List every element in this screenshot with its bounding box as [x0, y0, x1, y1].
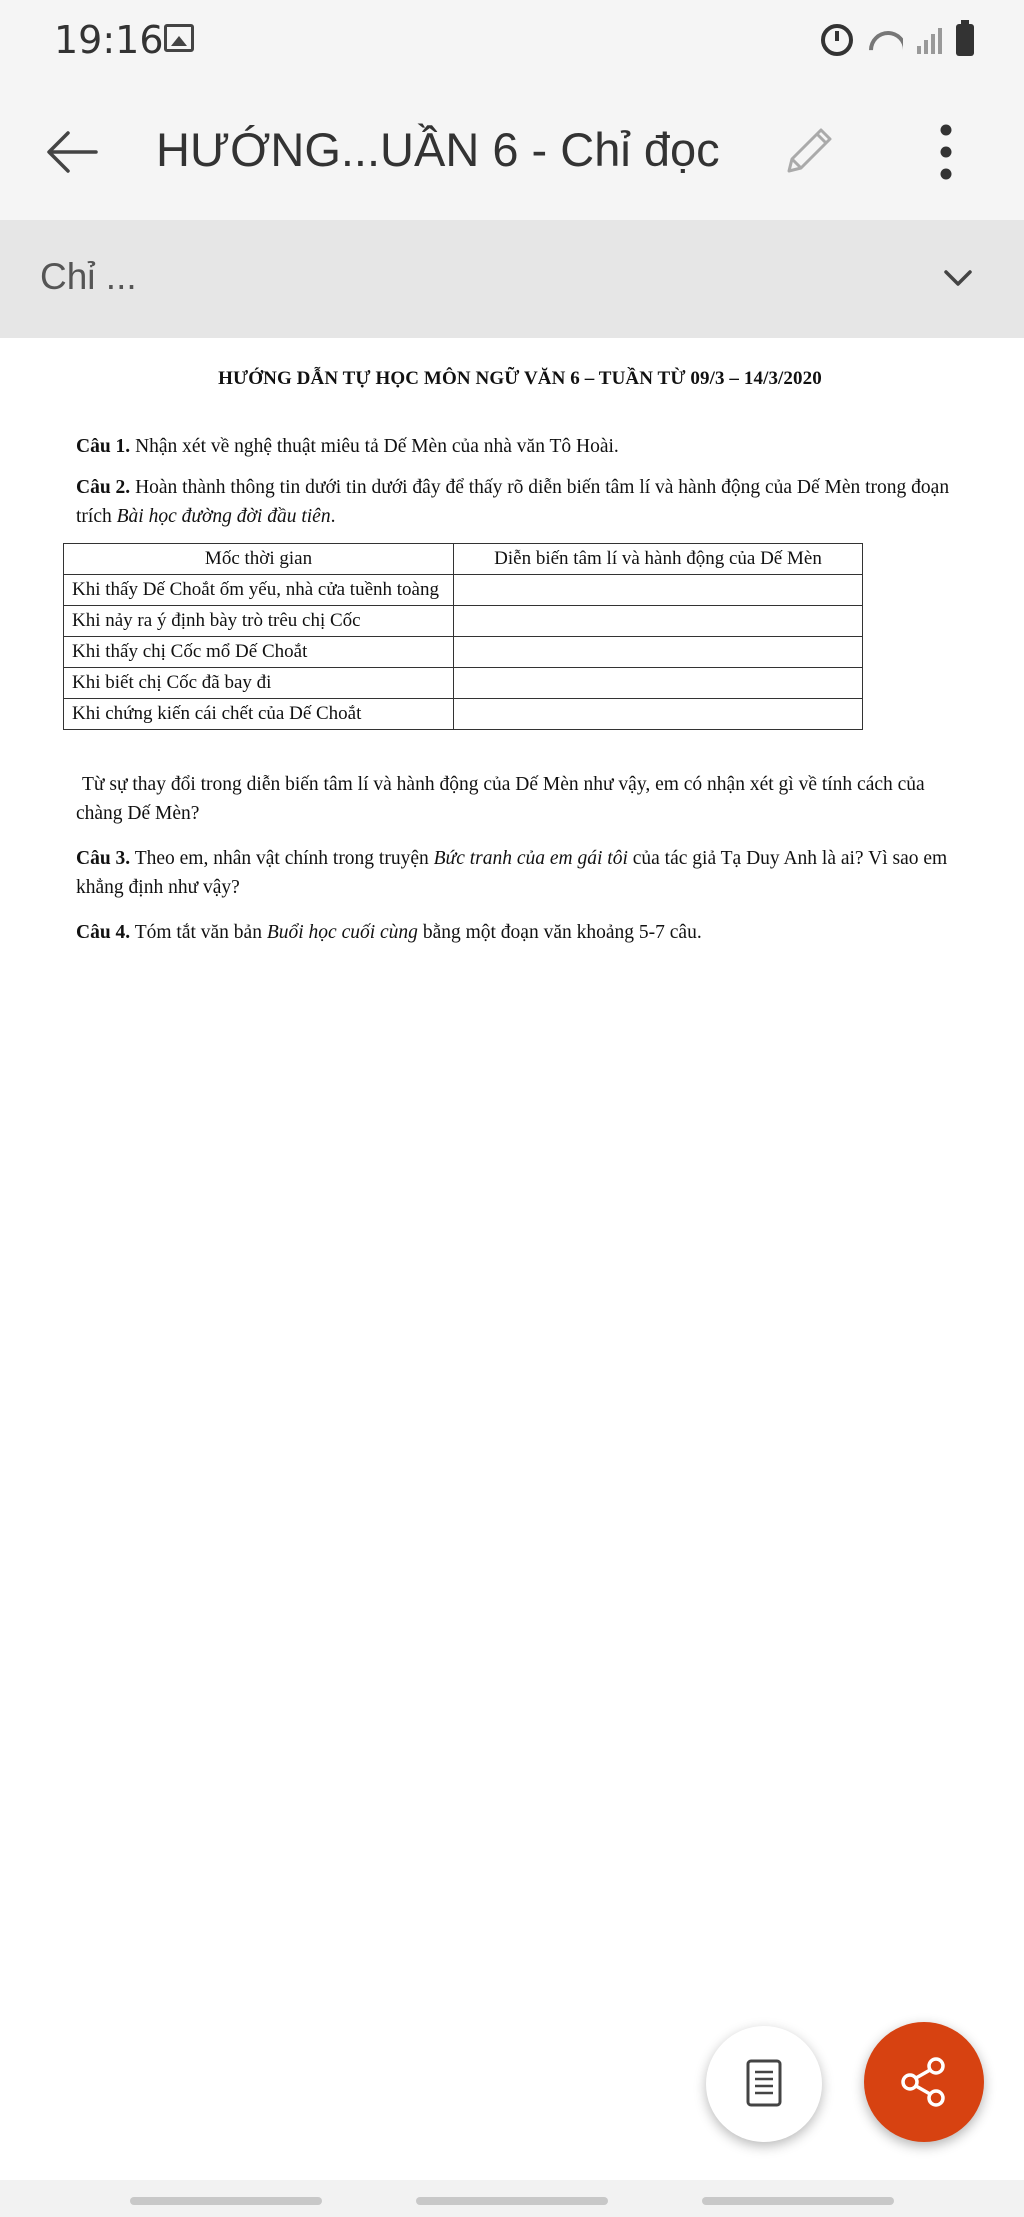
table-cell-development [454, 575, 863, 606]
back-button[interactable] [36, 116, 108, 188]
nav-back-button[interactable] [702, 2197, 894, 2205]
table-row [64, 668, 863, 699]
reflection-question: Từ sự thay đổi trong diễn biến tâm lí và hành động của Dế Mèn như vậy, em có nhận xét gì về tính cách của chàng Dế Mèn? [76, 774, 925, 824]
alarm-icon [821, 24, 853, 56]
more-vert-icon [936, 122, 956, 182]
system-navigation-bar [0, 2180, 1024, 2217]
signal-icon [917, 26, 942, 54]
battery-icon [956, 24, 974, 56]
table-cell-time: Khi nảy ra ý định bày trò trêu chị Cốc [64, 606, 454, 637]
table-cell-time: Khi thấy Dế Choắt ốm yếu, nhà cửa tuềnh toàng [64, 575, 454, 606]
table-row [64, 606, 863, 637]
table-header-development: Diễn biến tâm lí và hành động của Dế Mèn [454, 544, 863, 575]
question-1-text: Nhận xét về nghệ thuật miêu tả Dế Mèn của nhà văn Tô Hoài. [130, 436, 619, 457]
document-view-icon [744, 2058, 784, 2110]
question-4-title: Buổi học cuối cùng [266, 922, 418, 943]
status-bar [0, 0, 1024, 84]
table-row [64, 575, 863, 606]
nav-home-button[interactable] [416, 2197, 608, 2205]
question-4-label: Câu 4. [76, 922, 131, 943]
document-title: HƯỚNG...UẦN 6 - Chỉ đọc [156, 123, 720, 176]
table-row [64, 637, 863, 668]
status-time: 19:16 [54, 18, 164, 62]
share-icon [895, 2053, 953, 2111]
table-cell-time: Khi biết chị Cốc đã bay đi [64, 668, 454, 699]
edit-button[interactable] [770, 114, 846, 190]
question-3-text: Theo em, nhân vật chính trong truyện [130, 848, 434, 869]
question-4-text: Tóm tắt văn bản [130, 922, 267, 943]
question-3-end: của tác giả Tạ Duy Anh là ai? Vì sao em khẳng định như vậy? [76, 848, 948, 898]
nav-recent-button[interactable] [130, 2197, 322, 2205]
share-button[interactable] [864, 2022, 984, 2142]
timeline-table [63, 543, 863, 730]
question-4 [76, 918, 954, 947]
document-heading: HƯỚNG DẪN TỰ HỌC MÔN NGỮ VĂN 6 – TUẦN TỪ 09/3 – 14/3/2020 [218, 368, 822, 389]
table-header-row [64, 544, 863, 575]
table-header-time: Mốc thời gian [64, 544, 454, 575]
table-cell-development [454, 637, 863, 668]
question-2-text: Hoàn thành thông tin dưới tin dưới đây để thấy rõ diễn biến tâm lí và hành động của Dế Mèn trong đoạn trích [76, 477, 950, 527]
question-2-title: Bài học đường đời đầu tiên [116, 506, 331, 527]
arrow-left-icon [42, 122, 102, 182]
wifi-icon [867, 25, 903, 55]
table-cell-development [454, 668, 863, 699]
pencil-icon [777, 121, 839, 183]
mode-selector[interactable] [0, 220, 1024, 338]
question-3 [76, 844, 954, 902]
table-cell-development [454, 606, 863, 637]
question-1-label: Câu 1. [76, 436, 131, 457]
status-icons [821, 20, 974, 60]
table-row [64, 699, 863, 730]
table-cell-time: Khi chứng kiến cái chết của Dế Choắt [64, 699, 454, 730]
question-2-end: . [330, 506, 336, 527]
question-2 [76, 473, 954, 531]
question-1 [76, 432, 954, 461]
more-options-button[interactable] [912, 114, 980, 190]
question-4-end: bằng một đoạn văn khoảng 5-7 câu. [417, 922, 702, 943]
question-3-title: Bức tranh của em gái tôi [433, 848, 628, 869]
question-3-label: Câu 3. [76, 848, 131, 869]
document-page [0, 338, 1024, 947]
app-bar [0, 84, 1024, 220]
chevron-down-icon [936, 256, 980, 300]
view-mode-button[interactable] [706, 2026, 822, 2142]
table-cell-time: Khi thấy chị Cốc mổ Dế Choắt [64, 637, 454, 668]
gallery-icon [164, 24, 194, 52]
question-2-label: Câu 2. [76, 477, 131, 498]
mode-label: Chỉ ... [40, 256, 137, 297]
table-cell-development [454, 699, 863, 730]
